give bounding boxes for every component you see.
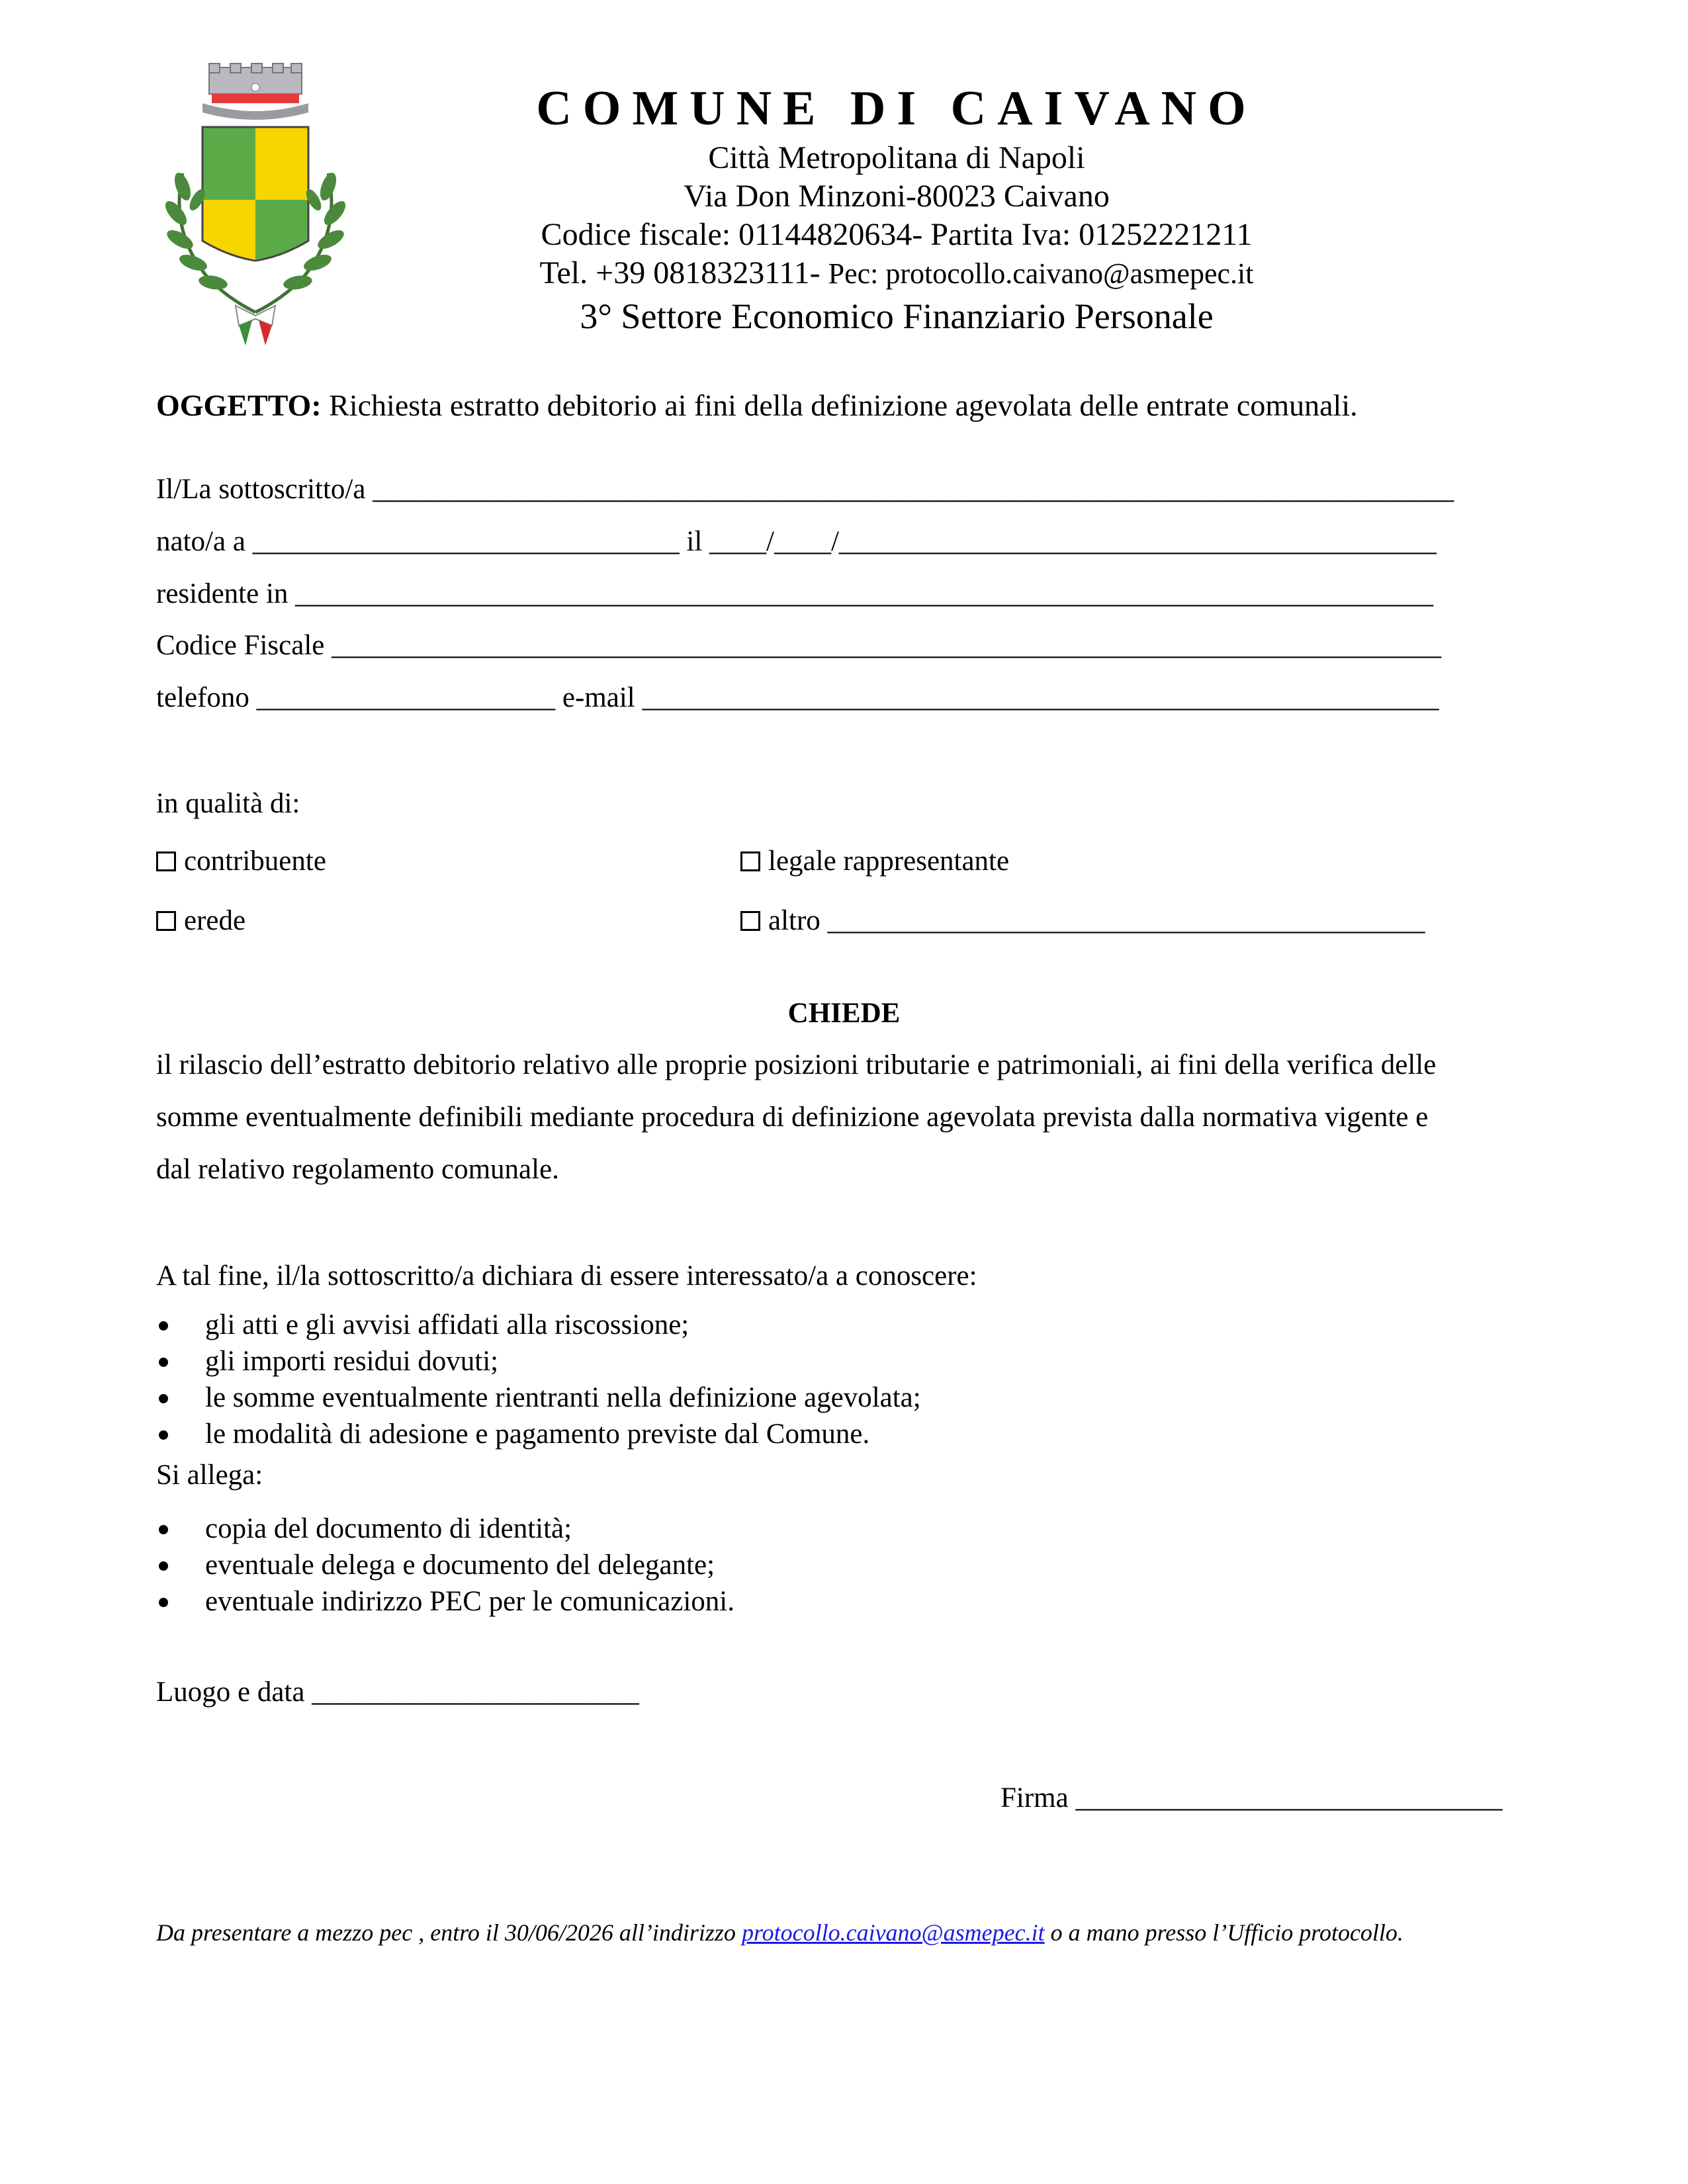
bullet-icon (159, 1394, 168, 1403)
note-text: o a mano presso l’Ufficio protocollo. (1044, 1919, 1403, 1946)
coat-of-arms-icon (156, 61, 355, 345)
field-nascita[interactable]: nato/a a ______________________________ il ____/____/__________________________________________ (156, 526, 1437, 557)
option-erede[interactable] (156, 906, 245, 935)
subject-line (156, 390, 1358, 421)
option-label: legale rappresentante (768, 846, 1010, 877)
attachments-label: Si allega: (156, 1460, 263, 1491)
request-paragraph (156, 1039, 1533, 1196)
bullet-icon (159, 1561, 168, 1571)
field-residenza[interactable]: residente in ________________________________________________________________________________ (156, 578, 1434, 609)
checkbox-icon[interactable] (740, 852, 760, 871)
request-line: somme eventualmente definibili mediante procedura di definizione agevolata prevista dalla normativa vigente e (156, 1102, 1429, 1133)
bullet-icon (159, 1321, 168, 1331)
request-line: il rilascio dell’estratto debitorio relativo alle proprie posizioni tributarie e patrimoniali, ai fini della verifica delle (156, 1049, 1437, 1080)
option-contribuente[interactable] (156, 847, 326, 875)
bullet-icon (159, 1598, 168, 1607)
field-codice-fiscale[interactable]: Codice Fiscale ______________________________________________________________________________ (156, 630, 1442, 661)
letterhead (457, 78, 1337, 338)
chiede-heading: CHIEDE (787, 998, 901, 1029)
pec-link[interactable]: protocollo.caivano@asmepec.it (741, 1919, 1045, 1946)
subject-text: Richiesta estratto debitorio ai fini della definizione agevolata delle entrate comunali. (321, 388, 1358, 422)
note-text: Da presentare a mezzo pec , entro il 30/06/2026 all’indirizzo (156, 1919, 742, 1946)
checkbox-icon[interactable] (156, 852, 176, 871)
option-altro[interactable] (740, 906, 1425, 935)
field-luogo-data[interactable]: Luogo e data _______________________ (156, 1677, 639, 1708)
option-label: altro __________________________________________ (768, 905, 1425, 936)
pec-address: Pec: protocollo.caivano@asmepec.it (828, 257, 1254, 290)
field-telefono-email[interactable]: telefono _____________________ e-mail ________________________________________________________ (156, 682, 1439, 713)
option-legale-rappresentante[interactable] (740, 847, 1009, 875)
address: Via Don Minzoni-80023 Caivano (684, 179, 1110, 214)
declaration-text: A tal fine, il/la sottoscritto/a dichiara di essere interessato/a a conoscere: (156, 1260, 977, 1291)
document-page: COMUNE DI CAIVANO Città Metropolitana di Napoli Via Don Minzoni-80023 Caivano Codice fiscale: 01144820634- Partita Iva: 01252221211 Tel. +39 0818323111- Pec: protocollo.caivano@asmepec.it 3° Settore Economico Finanziario Personale OGGETTO: Richiesta estratto debitorio ai fini della definizione agevolata delle entrate comunali. Il/La sottoscritto/a ____________________________________________________________________________ nato/a a ______________________________ il ____/____/__________________________________________ residente in ________________________________________________________________________________ Codice Fiscale ______________________________________________________________________________ telefono _____________________ e-mail ________________________________________________________ in qualità di: contribuente legale rappresentante erede altro __________________________________________ CHIEDE il rilascio dell’estratto debitorio relativo alle proprie posizioni tributarie e patrimoniali, ai fini della verifica delle somme eventualmente definibili mediante procedura di definizione agevolata prevista dalla normativa vigente e dal relativo regolamento comunale. A tal fine, il/la sottoscritto/a dichiara di essere interessato/a a conoscere: gli atti e gli avvisi affidati alla riscossione; gli importi residui dovuti; le somme eventualmente rientranti nella definizione agevolata; le modalità di adesione e pagamento previste dal Comune. Si allega: copia del documento di identità; eventuale delega e documento del delegante; eventuale indirizzo PEC per le comunicazioni. Luogo e data _______________________ Firma ______________________________ Da presentare a mezzo pec , entro il 30/06/2026 all’indirizzo protocollo.caivano@asmepec.it o a mano presso l’Ufficio protocollo. (0, 0, 1688, 2184)
field-firma[interactable]: Firma ______________________________ (1000, 1782, 1503, 1813)
sector-name: 3° Settore Economico Finanziario Personale (580, 296, 1214, 336)
submission-note (156, 1919, 1403, 1946)
telephone: Tel. +39 0818323111- (539, 255, 828, 290)
field-sottoscritto[interactable]: Il/La sottoscritto/a ____________________________________________________________________________ (156, 474, 1454, 505)
bullet-icon (159, 1525, 168, 1534)
request-line: dal relativo regolamento comunale. (156, 1154, 559, 1185)
checkbox-icon[interactable] (740, 911, 760, 931)
checkbox-icon[interactable] (156, 911, 176, 931)
metropolitan-city: Città Metropolitana di Napoli (708, 140, 1085, 175)
subject-label: OGGETTO: (156, 388, 322, 422)
option-label: contribuente (184, 846, 326, 877)
crown-icon (202, 64, 308, 120)
contact-line (457, 254, 1337, 293)
shield-icon (202, 127, 308, 261)
comune-title: COMUNE DI CAIVANO (536, 81, 1257, 136)
qualita-label: in qualità di: (156, 788, 300, 819)
fiscal-codes: Codice fiscale: 01144820634- Partita Iva: 01252221211 (541, 217, 1253, 252)
bullet-icon (159, 1430, 168, 1440)
option-label: erede (184, 905, 246, 936)
bullet-icon (159, 1358, 168, 1367)
